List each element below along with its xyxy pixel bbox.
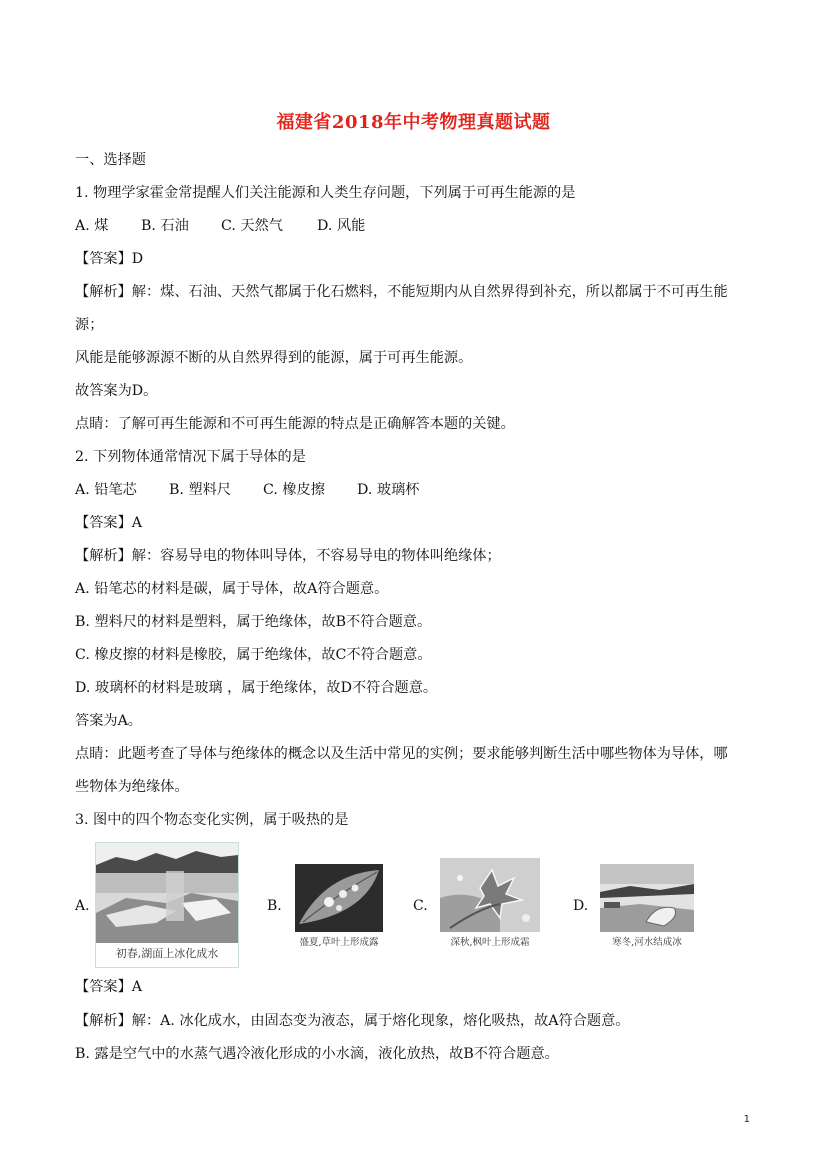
q2-answer: 【答案】A — [75, 515, 142, 531]
q3-figure-a — [95, 842, 239, 968]
q3-figure-b-letter: B. — [267, 898, 282, 914]
q2-stem: 2. 下列物体通常情况下属于导体的是 — [75, 449, 306, 465]
q3-answer: 【答案】A — [75, 979, 142, 995]
q2-analysis-line: 【解析】解：容易导电的物体叫导体，不容易导电的物体叫绝缘体； — [75, 548, 501, 564]
q3-figure-d-letter: D. — [573, 898, 589, 914]
q2-option-b: B. 塑料尺 — [169, 482, 232, 498]
q3-figure-d-caption: 寒冬,河水结成冰 — [612, 937, 682, 948]
q3-stem: 3. 图中的四个物态变化实例，属于吸热的是 — [75, 812, 349, 828]
q1-answer: 【答案】D — [75, 251, 144, 267]
q3-figure-c-letter: C. — [413, 898, 428, 914]
q1-analysis-line: 【解析】解：煤、石油、天然气都属于化石燃料，不能短期内从自然界得到补充，所以都属于不可再生能 — [75, 284, 728, 300]
q1-stem: 1. 物理学家霍金常提醒人们关注能源和人类生存问题，下列属于可再生能源的是 — [75, 185, 576, 201]
q3-figure-a-letter: A. — [75, 898, 90, 914]
q3-figure-a-caption: 初春,湖面上冰化成水 — [115, 947, 219, 960]
q2-analysis-c: C. 橡皮擦的材料是橡胶，属于绝缘体，故C不符合题意。 — [75, 647, 432, 663]
q3-analysis-line: B. 露是空气中的水蒸气遇冷液化形成的小水滴，液化放热，故B不符合题意。 — [75, 1046, 559, 1062]
document-title: 福建省2018年中考物理真题试题 — [276, 112, 551, 133]
q3-figure-b-caption: 盛夏,草叶上形成露 — [299, 937, 379, 948]
q1-option-a: A. 煤 — [75, 218, 109, 234]
q1-options — [75, 217, 365, 235]
q2-option-c: C. 橡皮擦 — [263, 482, 325, 498]
q3-figure-c-caption: 深秋,枫叶上形成霜 — [450, 937, 530, 948]
q2-analysis-d: D. 玻璃杯的材料是玻璃 ，属于绝缘体，故D不符合题意。 — [75, 680, 438, 696]
q1-conclusion: 故答案为D。 — [75, 383, 158, 399]
q1-analysis-line: 源； — [75, 317, 104, 333]
q1-option-c: C. 天然气 — [221, 218, 283, 234]
q3-figure-row — [75, 842, 755, 968]
q3-figure-b — [295, 864, 383, 958]
q1-tip: 点睛：了解可再生能源和不可再生能源的特点是正确解答本题的关键。 — [75, 416, 515, 432]
q2-option-d: D. 玻璃杯 — [357, 482, 420, 498]
q3-figure-d — [600, 864, 694, 958]
page-number: 1 — [743, 1114, 750, 1125]
q1-analysis-line: 风能是能够源源不断的从自然界得到的能源，属于可再生能源。 — [75, 350, 473, 366]
q2-tip-line: 点睛：此题考查了导体与绝缘体的概念以及生活中常见的实例；要求能够判断生活中哪些物体为导体，哪 — [75, 746, 728, 762]
frozen-river-photo — [600, 864, 694, 932]
q2-analysis-a: A. 铅笔芯的材料是碳，属于导体，故A符合题意。 — [75, 581, 389, 597]
q1-option-b: B. 石油 — [141, 218, 189, 234]
q2-options — [75, 481, 419, 499]
dew-on-leaf-photo — [295, 864, 383, 932]
q2-conclusion: 答案为A。 — [75, 713, 142, 729]
ice-melting-photo — [96, 843, 238, 943]
frost-on-maple-leaf-photo — [440, 858, 540, 932]
q3-figure-c — [440, 858, 540, 958]
q1-option-d: D. 风能 — [317, 218, 366, 234]
q3-analysis-line: 【解析】解：A. 冰化成水，由固态变为液态，属于熔化现象，熔化吸热，故A符合题意。 — [75, 1013, 630, 1029]
q2-analysis-b: B. 塑料尺的材料是塑料，属于绝缘体，故B不符合题意。 — [75, 614, 432, 630]
section-heading: 一、选择题 — [75, 152, 146, 168]
q2-tip-line: 些物体为绝缘体。 — [75, 779, 189, 795]
q2-option-a: A. 铅笔芯 — [75, 482, 137, 498]
